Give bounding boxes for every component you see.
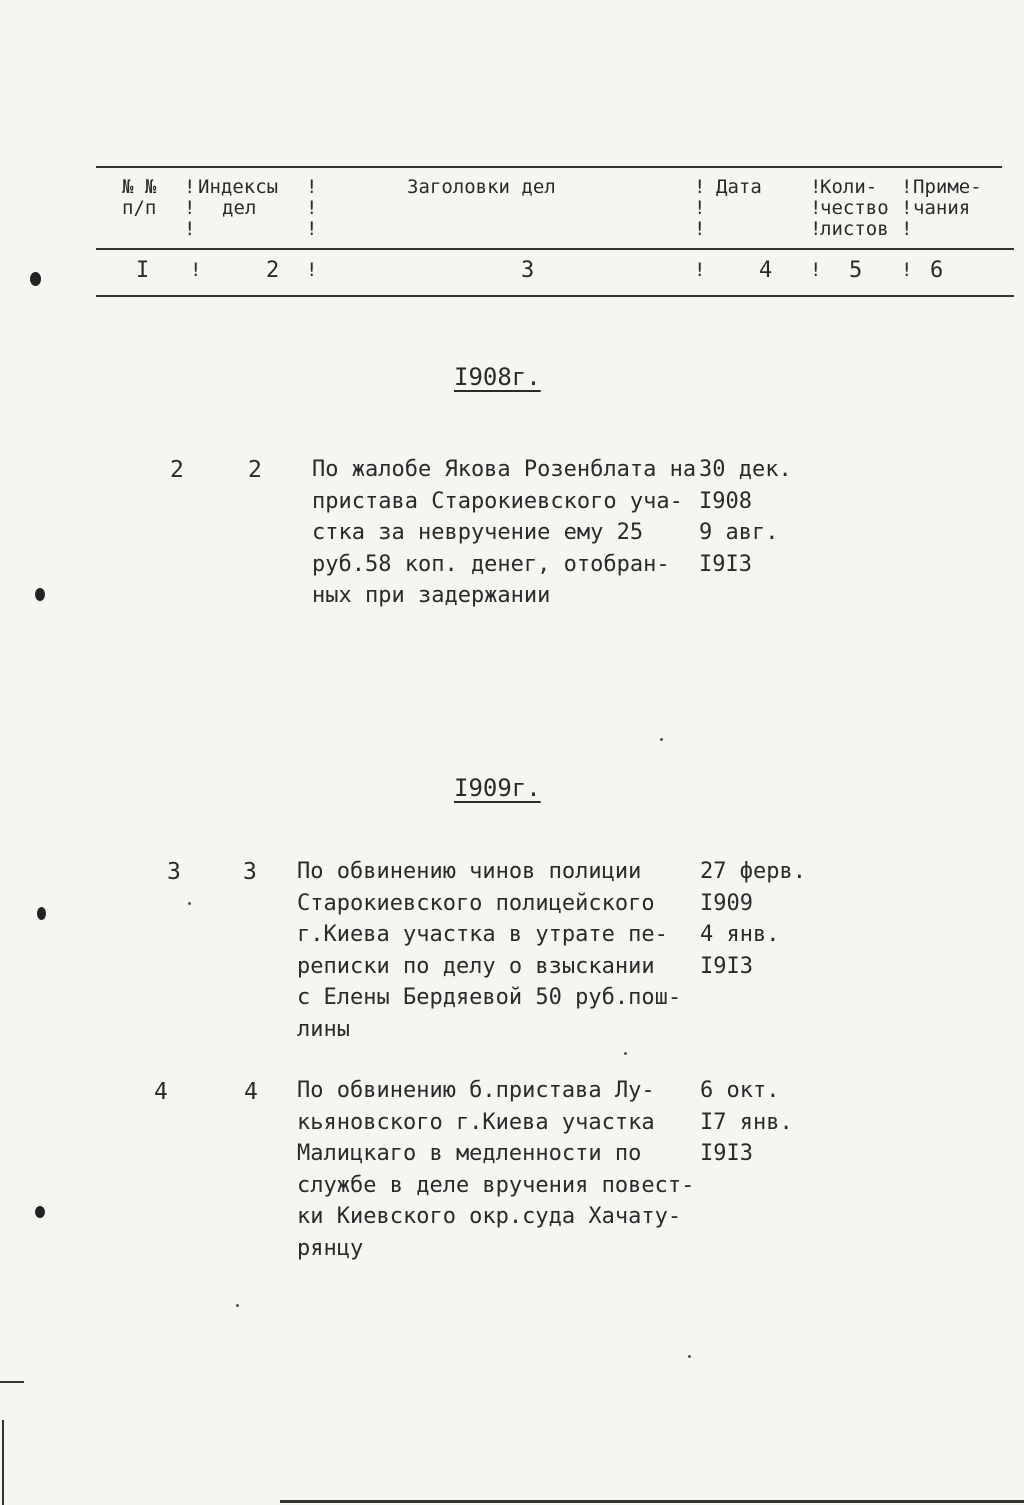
scan-speck xyxy=(660,738,663,741)
header-separator: ! ! ! xyxy=(694,176,706,240)
header-top-rule xyxy=(96,166,1002,168)
year-heading: I908г. xyxy=(454,363,541,391)
column-number: 6 xyxy=(930,258,944,283)
header-separator: ! ! ! xyxy=(810,176,822,240)
column-number: 5 xyxy=(849,258,863,283)
scan-speck xyxy=(188,902,191,905)
header-separator: ! xyxy=(190,259,202,281)
header-col-date: Дата xyxy=(716,176,762,198)
year-heading: I909г. xyxy=(454,774,541,802)
column-number: 4 xyxy=(759,258,773,283)
header-separator: ! xyxy=(901,259,913,281)
entry-index: 4 xyxy=(244,1079,258,1105)
entry-number: 2 xyxy=(170,457,184,483)
entry-dates: 30 дек. I908 9 авг. I9I3 xyxy=(699,457,792,577)
scan-speck xyxy=(688,1355,691,1358)
column-number: I xyxy=(136,258,150,283)
header-separator: ! xyxy=(901,218,913,240)
header-separator: ! xyxy=(694,259,706,281)
entry-number: 4 xyxy=(154,1079,168,1105)
entry-title: По обвинению чинов полиции Старокиевского полицейского г.Киева участка в утрате пе- реписки по делу о взыскании с Елены Бердяевой 50 руб.пош- лины xyxy=(297,859,682,1042)
entry-title: По жалобе Якова Розенблата на пристава Старокиевского уча- стка за невручение ему 25 руб.58 коп. денег, отобран- ных при задержании xyxy=(312,457,697,608)
header-separator: ! ! ! xyxy=(306,176,318,240)
header-bottom-rule xyxy=(96,295,1014,297)
header-col-title: Заголовки дел xyxy=(407,176,556,198)
header-col-sheets: Коли- чество листов xyxy=(820,176,889,240)
entry-title: По обвинению б.пристава Лу- кьяновского г.Киева участка Малицкаго в медленности по службе в деле вручения повест- ки Киевского окр.суда Хачату- рянцу xyxy=(297,1078,695,1261)
margin-mark xyxy=(0,1381,24,1383)
header-col-number: № № п/п xyxy=(122,176,157,219)
header-separator: ! xyxy=(810,259,822,281)
header-separator: ! ! ! xyxy=(184,176,196,240)
header-col-index: Индексы дел xyxy=(198,176,279,219)
binding-hole xyxy=(30,272,41,286)
page-edge xyxy=(2,1420,4,1505)
header-col-notes: Приме- чания xyxy=(913,176,982,219)
bottom-edge xyxy=(280,1500,1024,1503)
entry-index: 3 xyxy=(243,859,257,885)
entry-dates: 6 окт. I7 янв. I9I3 xyxy=(700,1078,793,1166)
binding-hole xyxy=(37,907,46,920)
binding-hole xyxy=(35,1206,45,1218)
column-number: 2 xyxy=(266,258,280,283)
header-middle-rule xyxy=(96,248,1014,250)
scan-speck xyxy=(624,1052,627,1055)
header-separator: ! ! xyxy=(901,176,913,219)
entry-number: 3 xyxy=(167,859,181,885)
entry-index: 2 xyxy=(248,457,262,483)
column-number: 3 xyxy=(521,258,535,283)
binding-hole xyxy=(35,588,45,601)
scan-speck xyxy=(236,1304,239,1307)
entry-dates: 27 ферв. I909 4 янв. I9I3 xyxy=(700,859,806,979)
header-separator: ! xyxy=(306,259,318,281)
